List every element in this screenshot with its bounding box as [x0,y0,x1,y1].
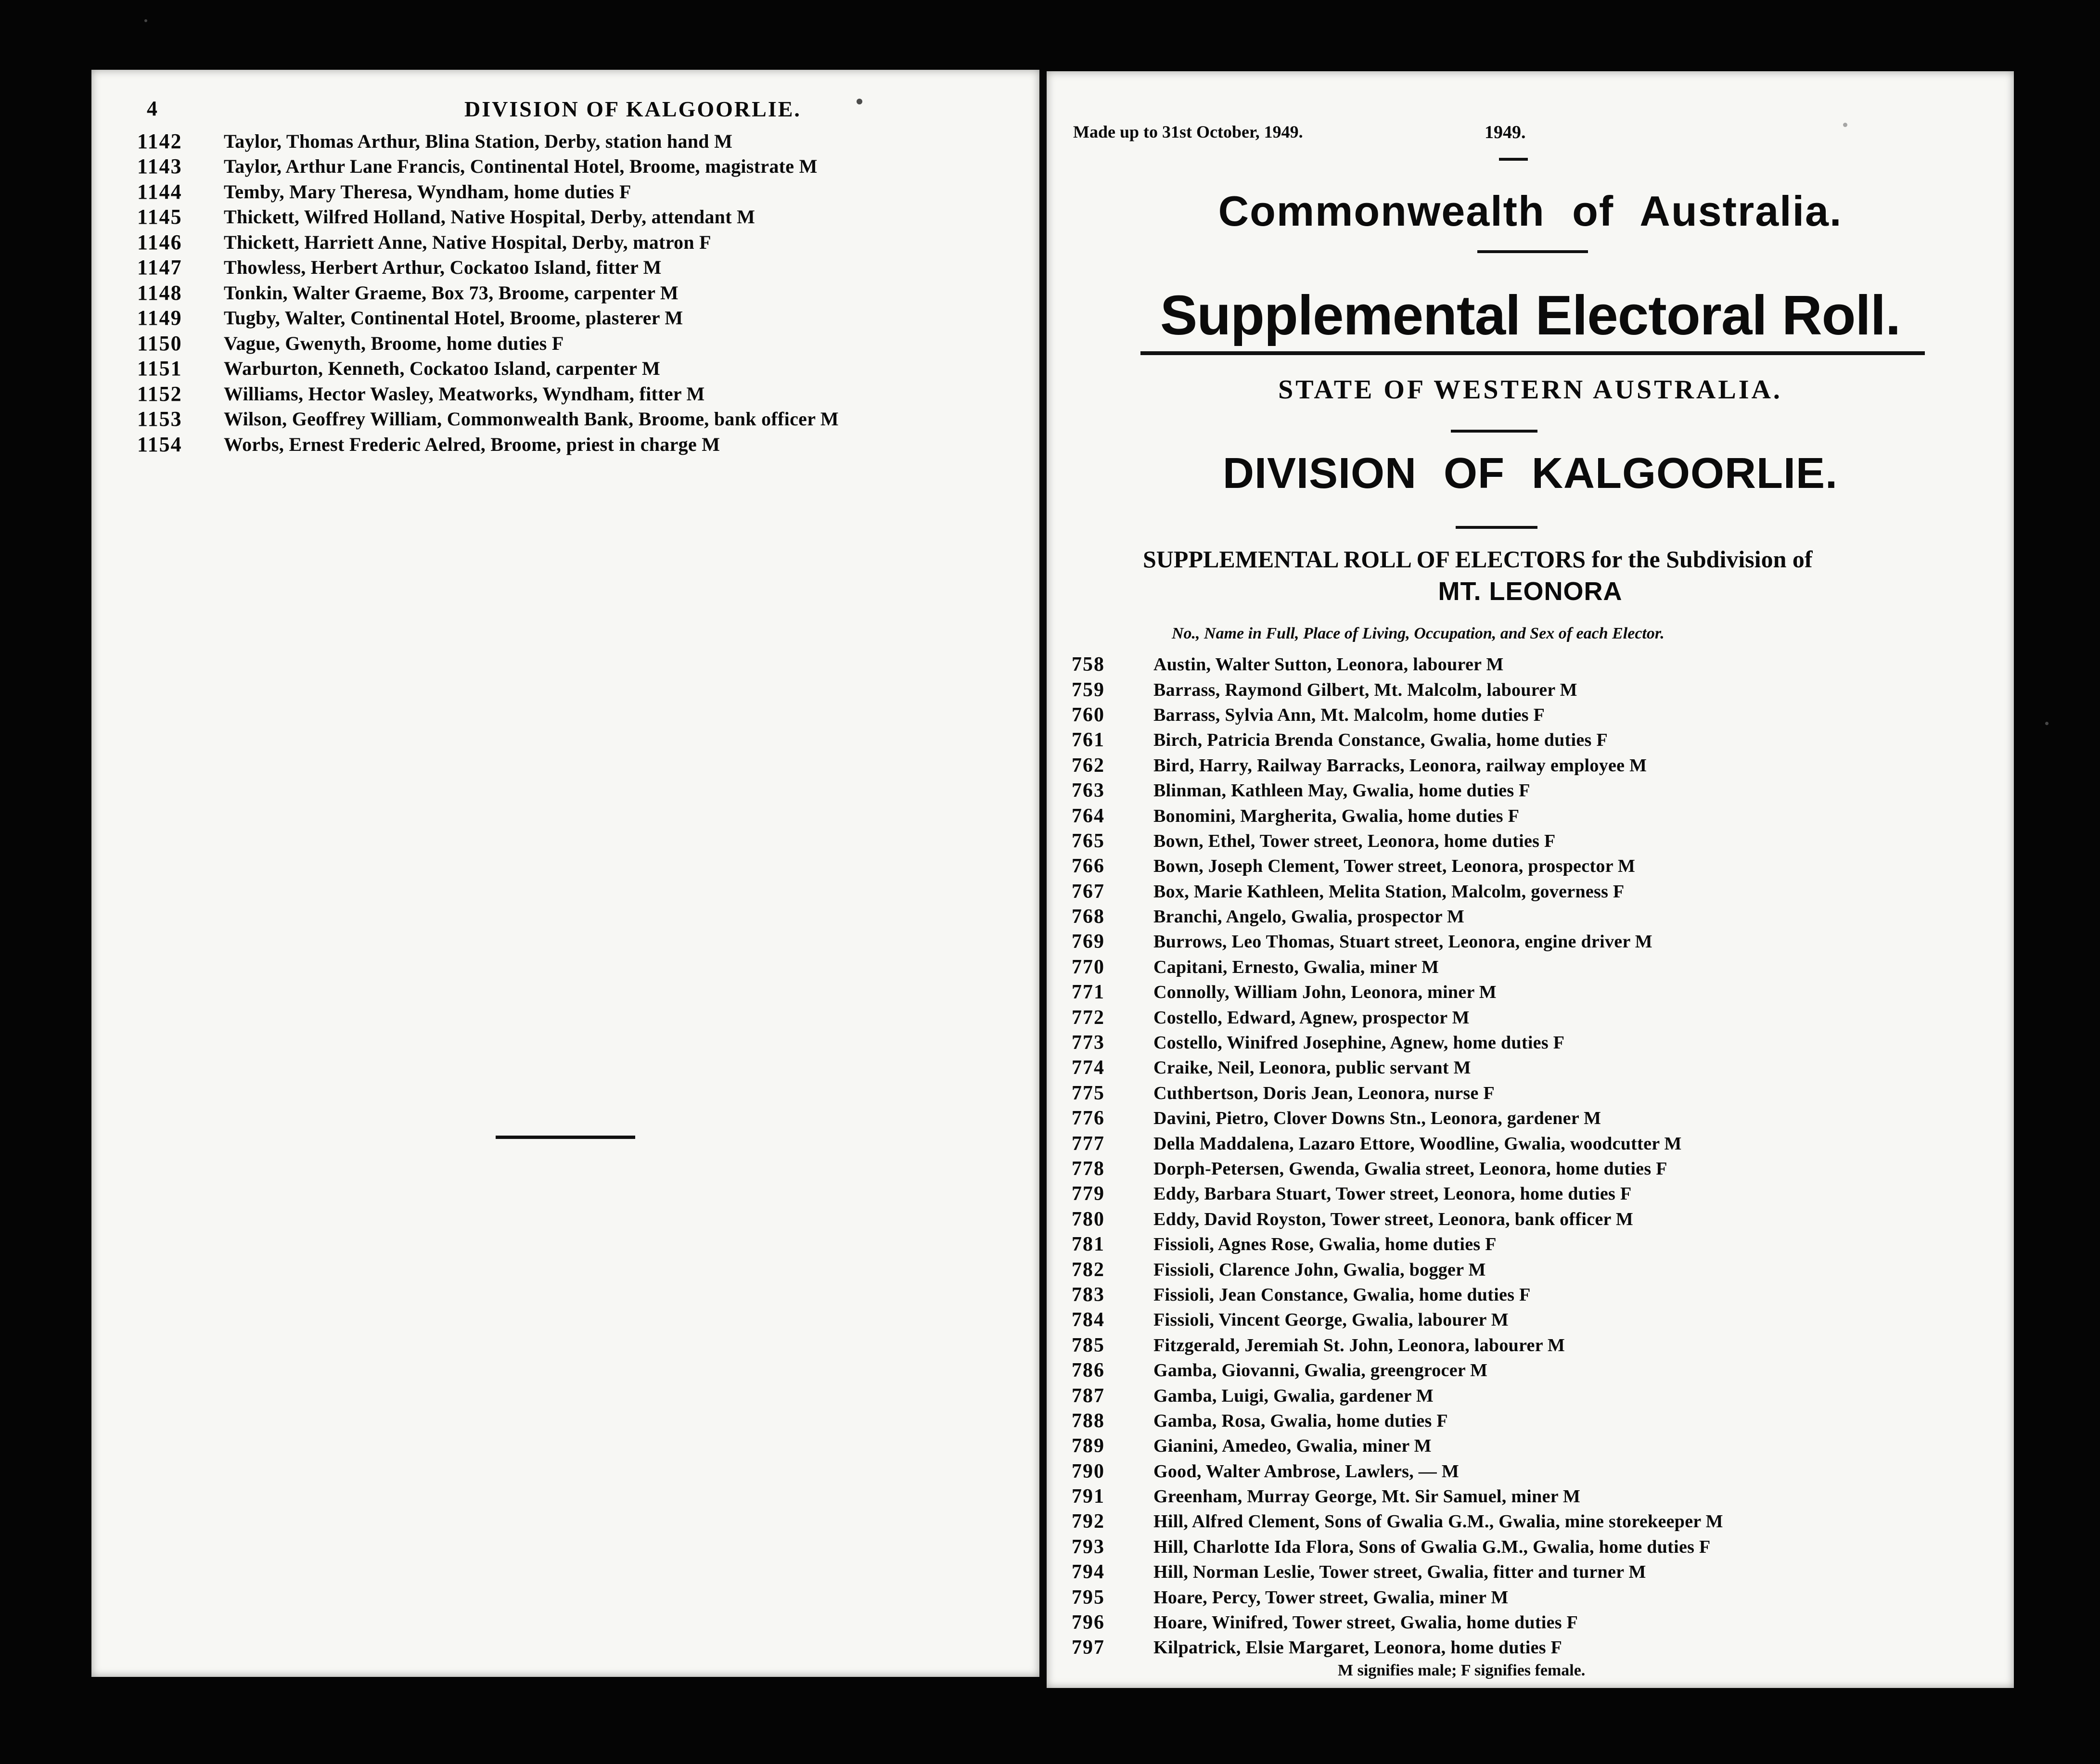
elector-number: 1143 [137,154,182,179]
elector-number: 767 [1072,880,1105,903]
elector-entry: Thickett, Harriett Anne, Native Hospital, Derby, matron F [224,231,711,253]
scan-speck [144,19,147,22]
elector-number: 783 [1072,1283,1105,1306]
elector-number: 776 [1072,1107,1105,1130]
elector-entry: Blinman, Kathleen May, Gwalia, home duties F [1153,780,1530,801]
elector-row [137,128,1027,154]
elector-row [1072,652,2010,677]
elector-entry: Tugby, Walter, Continental Hotel, Broome, plasterer M [224,307,683,329]
elector-entry: Birch, Patricia Brenda Constance, Gwalia, home duties F [1153,730,1608,751]
elector-row [1072,829,2010,854]
elector-row [1072,1559,2010,1585]
elector-entry: Hill, Charlotte Ida Flora, Sons of Gwalia G.M., Gwalia, home duties F [1153,1536,1711,1557]
elector-entry: Gamba, Giovanni, Gwalia, greengrocer M [1153,1360,1488,1381]
made-up-date: Made up to 31st October, 1949. [1073,122,1303,141]
elector-number: 1150 [137,331,182,355]
elector-row [1072,677,2010,702]
elector-number: 778 [1072,1158,1105,1180]
title-underline [1140,351,1925,355]
elector-entry: Bown, Ethel, Tower street, Leonora, home duties F [1153,831,1556,851]
scan-speck [857,99,862,104]
elector-number: 1149 [137,306,182,330]
elector-entry: Hoare, Percy, Tower street, Gwalia, miner M [1153,1587,1509,1608]
elector-number: 789 [1072,1435,1105,1457]
elector-entry: Worbs, Ernest Frederic Aelred, Broome, priest in charge M [224,433,720,455]
elector-entry: Temby, Mary Theresa, Wyndham, home duties F [224,180,631,203]
elector-entry: Fissioli, Jean Constance, Gwalia, home duties F [1153,1284,1531,1305]
elector-row [1072,1257,2010,1282]
elector-number: 794 [1072,1561,1105,1584]
elector-row [1072,803,2010,828]
elector-number: 1147 [137,256,182,280]
elector-row [1072,1005,2010,1030]
elector-entry: Hoare, Winifred, Tower street, Gwalia, home duties F [1153,1612,1578,1633]
elector-number: 1148 [137,281,182,305]
elector-row [137,381,1027,407]
elector-entry: Cuthbertson, Doris Jean, Leonora, nurse F [1153,1083,1495,1103]
left-elector-list [137,128,1027,457]
elector-row [1072,1282,2010,1307]
elector-row [1072,1030,2010,1055]
short-rule [1477,250,1588,253]
elector-number: 772 [1072,1006,1105,1029]
elector-entry: Vague, Gwenyth, Broome, home duties F [224,332,564,354]
elector-entry: Taylor, Arthur Lane Francis, Continental Hotel, Broome, magistrate M [224,155,818,178]
state-heading: STATE OF WESTERN AUSTRALIA. [1278,375,1782,405]
elector-number: 1153 [137,407,182,431]
elector-row [1072,1484,2010,1509]
elector-row [137,154,1027,179]
elector-number: 770 [1072,956,1105,978]
elector-row [1072,1433,2010,1458]
elector-entry: Burrows, Leo Thomas, Stuart street, Leonora, engine driver M [1153,932,1652,952]
elector-row [137,280,1027,306]
elector-entry: Della Maddalena, Lazaro Ettore, Woodline, Gwalia, woodcutter M [1153,1133,1682,1154]
elector-number: 1146 [137,230,182,254]
elector-number: 768 [1072,906,1105,928]
roll-title: Supplemental Electoral Roll. [1160,284,1901,346]
elector-number: 758 [1072,653,1105,676]
elector-entry: Taylor, Thomas Arthur, Blina Station, Derby, station hand M [224,130,733,152]
elector-number: 793 [1072,1535,1105,1558]
elector-row [137,407,1027,432]
elector-entry: Kilpatrick, Elsie Margaret, Leonora, home duties F [1153,1637,1562,1658]
elector-number: 766 [1072,855,1105,878]
elector-number: 788 [1072,1409,1105,1432]
elector-entry: Bonomini, Margherita, Gwalia, home duties F [1153,805,1520,826]
elector-number: 771 [1072,981,1105,1004]
elector-entry: Barrass, Raymond Gilbert, Mt. Malcolm, labourer M [1153,679,1577,700]
elector-number: 797 [1072,1636,1105,1659]
elector-row [1072,1585,2010,1610]
elector-row [1072,1610,2010,1635]
elector-row [1072,778,2010,803]
elector-entry: Tonkin, Walter Graeme, Box 73, Broome, carpenter M [224,281,679,304]
elector-entry: Bird, Harry, Railway Barracks, Leonora, railway employee M [1153,755,1647,776]
elector-row [137,356,1027,382]
elector-number: 762 [1072,754,1105,777]
elector-row [1072,1307,2010,1332]
supplemental-roll-line: SUPPLEMENTAL ROLL OF ELECTORS for the Subdivision of [1143,546,1813,573]
elector-entry: Fissioli, Clarence John, Gwalia, bogger M [1153,1259,1486,1280]
elector-number: 795 [1072,1586,1105,1609]
elector-entry: Dorph-Petersen, Gwenda, Gwalia street, Leonora, home duties F [1153,1159,1667,1179]
elector-number: 787 [1072,1384,1105,1407]
elector-row [1072,904,2010,929]
elector-entry: Gamba, Luigi, Gwalia, gardener M [1153,1385,1434,1406]
left-page [91,70,1039,1677]
elector-row [1072,1383,2010,1408]
elector-row [137,432,1027,457]
end-rule [496,1136,635,1139]
elector-row [1072,929,2010,954]
elector-row [137,179,1027,205]
sex-footnote: M signifies male; F signifies female. [1338,1662,1586,1679]
elector-entry: Fitzgerald, Jeremiah St. John, Leonora, labourer M [1153,1335,1565,1355]
elector-row [137,306,1027,331]
elector-number: 765 [1072,830,1105,852]
elector-entry: Good, Walter Ambrose, Lawlers, — M [1153,1461,1460,1482]
elector-entry: Costello, Edward, Agnew, prospector M [1153,1007,1470,1028]
elector-row [1072,1232,2010,1257]
elector-number: 769 [1072,931,1105,953]
elector-entry: Bown, Joseph Clement, Tower street, Leonora, prospector M [1153,856,1636,877]
elector-entry: Hill, Norman Leslie, Tower street, Gwalia, fitter and turner M [1153,1562,1646,1583]
elector-entry: Costello, Winifred Josephine, Agnew, home duties F [1153,1033,1565,1053]
elector-entry: Branchi, Angelo, Gwalia, prospector M [1153,907,1465,927]
running-header: DIVISION OF KALGOORLIE. [464,97,801,121]
elector-number: 785 [1072,1334,1105,1356]
elector-number: 774 [1072,1057,1105,1079]
elector-row [1072,1181,2010,1206]
elector-entry: Gamba, Rosa, Gwalia, home duties F [1153,1410,1448,1431]
elector-row [1072,1055,2010,1080]
elector-number: 1154 [137,432,182,456]
scan-speck [1843,123,1847,127]
short-rule [1451,430,1537,433]
elector-entry: Fissioli, Agnes Rose, Gwalia, home duties F [1153,1234,1497,1255]
elector-number: 779 [1072,1183,1105,1205]
elector-entry: Davini, Pietro, Clover Downs Stn., Leonora, gardener M [1153,1108,1601,1129]
elector-entry: Hill, Alfred Clement, Sons of Gwalia G.M., Gwalia, mine storekeeper M [1153,1511,1723,1532]
elector-row [1072,1106,2010,1131]
elector-row [1072,955,2010,980]
elector-number: 792 [1072,1510,1105,1533]
elector-entry: Warburton, Kenneth, Cockatoo Island, carpenter M [224,358,660,380]
elector-entry: Box, Marie Kathleen, Melita Station, Malcolm, governess F [1153,881,1625,902]
scan-speck [2045,722,2049,725]
elector-row [137,331,1027,356]
elector-number: 781 [1072,1233,1105,1256]
elector-number: 786 [1072,1359,1105,1382]
elector-number: 759 [1072,678,1105,701]
elector-row [137,205,1027,230]
elector-row [137,255,1027,281]
elector-number: 782 [1072,1258,1105,1281]
elector-number: 773 [1072,1032,1105,1054]
elector-entry: Capitani, Ernesto, Gwalia, miner M [1153,957,1439,977]
elector-row [1072,753,2010,778]
elector-entry: Fissioli, Vincent George, Gwalia, labourer M [1153,1310,1509,1330]
elector-number: 764 [1072,805,1105,827]
elector-number: 777 [1072,1132,1105,1155]
elector-row [1072,1635,2010,1660]
elector-entry: Austin, Walter Sutton, Leonora, labourer M [1153,654,1504,675]
left-page-header [147,96,1013,125]
elector-number: 1145 [137,205,182,229]
elector-number: 790 [1072,1460,1105,1483]
elector-number: 761 [1072,729,1105,752]
elector-number: 775 [1072,1082,1105,1104]
right-elector-list [1072,652,2010,1661]
elector-row [1072,1534,2010,1559]
elector-entry: Thowless, Herbert Arthur, Cockatoo Island, fitter M [224,256,662,279]
column-heading: No., Name in Full, Place of Living, Occupation, and Sex of each Elector. [1172,625,1665,642]
elector-number: 1152 [137,382,182,406]
elector-row [1072,854,2010,879]
elector-entry: Eddy, Barbara Stuart, Tower street, Leonora, home duties F [1153,1184,1632,1204]
elector-row [1072,1408,2010,1433]
elector-entry: Gianini, Amedeo, Gwalia, miner M [1153,1436,1432,1457]
elector-entry: Williams, Hector Wasley, Meatworks, Wyndham, fitter M [224,383,705,405]
elector-entry: Barrass, Sylvia Ann, Mt. Malcolm, home duties F [1153,704,1545,725]
elector-row [1072,703,2010,728]
elector-number: 784 [1072,1309,1105,1331]
division-heading: DIVISION OF KALGOORLIE. [1222,449,1838,498]
short-rule [1456,526,1537,529]
elector-number: 1151 [137,357,182,381]
elector-number: 1142 [137,129,182,153]
short-rule [1499,158,1528,161]
elector-number: 791 [1072,1485,1105,1508]
page-number: 4 [147,97,157,120]
elector-entry: Greenham, Murray George, Mt. Sir Samuel, miner M [1153,1486,1581,1507]
elector-row [137,230,1027,255]
elector-row [1072,1509,2010,1534]
elector-row [1072,1156,2010,1181]
elector-row [1072,879,2010,904]
elector-row [1072,1081,2010,1106]
elector-number: 1144 [137,179,182,204]
commonwealth-heading: Commonwealth of Australia. [1218,187,1843,235]
elector-number: 760 [1072,703,1105,726]
elector-row [1072,1333,2010,1358]
elector-number: 796 [1072,1611,1105,1634]
subdivision-name: MT. LEONORA [1438,577,1623,606]
elector-number: 763 [1072,780,1105,802]
roll-year: 1949. [1485,122,1526,142]
elector-number: 780 [1072,1208,1105,1230]
elector-row [1072,1358,2010,1383]
right-page [1047,71,2014,1688]
elector-row [1072,1207,2010,1232]
elector-row [1072,980,2010,1005]
elector-entry: Connolly, William John, Leonora, miner M [1153,982,1497,1003]
elector-row [1072,1459,2010,1484]
elector-row [1072,1131,2010,1156]
elector-entry: Thickett, Wilfred Holland, Native Hospital, Derby, attendant M [224,206,755,228]
elector-entry: Craike, Neil, Leonora, public servant M [1153,1058,1471,1078]
elector-entry: Eddy, David Royston, Tower street, Leonora, bank officer M [1153,1209,1633,1229]
elector-row [1072,728,2010,753]
elector-entry: Wilson, Geoffrey William, Commonwealth Bank, Broome, bank officer M [224,408,839,430]
